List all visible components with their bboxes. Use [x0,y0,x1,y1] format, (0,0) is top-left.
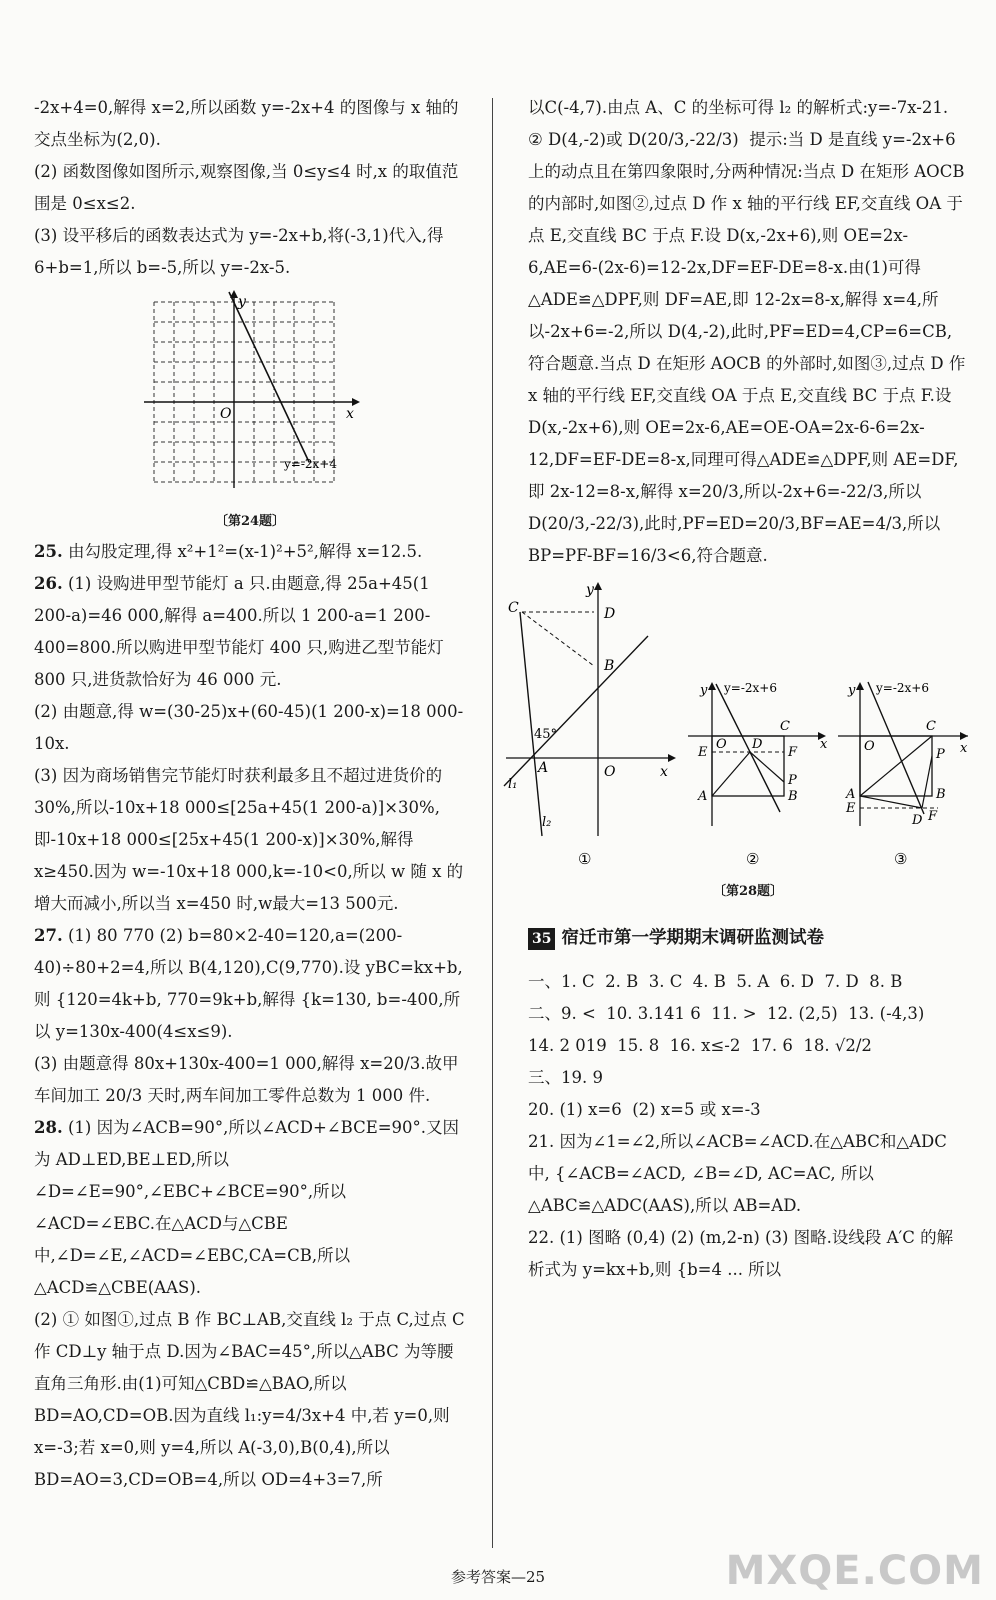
paragraph: -2x+4=0,解得 x=2,所以函数 y=-2x+4 的图像与 x 轴的交点坐标为(2,0). [34,98,459,149]
section-title-text: 宿迁市第一学期期末调研监测试卷 [561,928,824,948]
answer-line: 二、9. < 10. 3.141 6 11. > 12. (2,5) 13. (-4,3) [528,1004,925,1023]
question-27 [34,920,466,1048]
point-label-c: C [780,719,790,734]
section-title [528,920,968,956]
axis-label-x: x [960,741,968,756]
axis-label-x: x [346,406,354,422]
answer-line: 一、1. C 2. B 3. C 4. B 5. A 6. D 7. D 8. B [528,972,903,991]
watermark: MXQE.COM [725,1548,984,1594]
paragraph: ② D(4,-2)或 D(20/3,-22/3) 提示:当 D 是直线 y=-2x+6 上的动点且在第四象限时,分两种情况:当点 D 在矩形 AOCB 的内部时,如图②,过点 D 作 x 轴的平行线 EF,交直线 OA 于点 E,交直线 BC 于点 F.设 D(x,-2x+6),则 OE=2x-6,AE=6-(2x-6)=12-2x,DF=EF-DE=8-x.由(1)可得△ADE≌△DPF,则 DF=AE,即 12-2x=8-x,解得 x=4,所以-2x+6=-2,所以 D(4,-2),此时,PF=ED=4,CP=6=CB,符合题意.当点 D 在矩形 AOCB 的外部时,如图③,过点 D 作 x 轴的平行线 EF,交直线 OA 于点 E,交直线 BC 于点 F.设 D(x,-2x+6),则 OE=2x-6,AE=OE-OA=2x-6-6=2x-12,DF=EF-DE=8-x,同理可得△ADE≌△DPF,则 AE=DF,即 2x-12=8-x,解得 x=20/3,所以-2x+6=-22/3,所以 D(20/3,-22/3),此时,PF=ED=20/3,BF=AE=4/3,所以 BP=PF-BF=16/3<6,符合题意. [528,130,971,565]
answer-line: 14. 2 019 15. 8 16. x≤-2 17. 6 18. √2/2 [528,1036,872,1055]
axis-label-x: x [660,764,668,780]
axis-label-y: y [238,294,246,310]
axis-label-x: x [820,737,828,752]
line-label-l1: l₁ [508,777,518,792]
question-26 [34,568,466,696]
line-label: y=-2x+6 [876,681,929,695]
point-label-d: D [912,813,923,828]
question-number: 25. [34,542,63,561]
paragraph: (2) ① 如图①,过点 B 作 BC⊥AB,交直线 l₂ 于点 C,过点 C 作 CD⊥y 轴于点 D.因为∠BAC=45°,所以△ABC 为等腰直角三角形.由(1)可知△CBD≌△BAO,所以 BD=AO,CD=OB.因为直线 l₁:y=4/3x+4 中,若 y=0,则 x=-3;若 x=0,则 y=4,所以 A(-3,0),B(0,4),所以 BD=AO=3,CD=OB=4,所以 OD=4+3=7,所 [34,1310,470,1489]
question-28 [34,1112,466,1304]
paragraph: (3) 由题意得 80x+130x-400=1 000,解得 x=20/3.故甲车间加工 20/3 天时,两车间加工零件总数为 1 000 件. [34,1054,459,1105]
answer-line: 三、19. 9 [528,1068,603,1087]
line-label: y=-2x+4 [284,457,337,471]
section-number-badge: 35 [528,928,555,950]
point-label-p: P [936,747,945,762]
point-label-b: B [604,658,615,674]
figure-24-caption: 〔第24题〕 [214,514,286,529]
answer-line: 22. (1) 图略 (0,4) (2) (m,2-n) (3) 图略.设线段 A′C 的解析式为 y=kx+b,则 {b=4 ... 所以 [528,1228,954,1279]
column-divider [492,98,493,1548]
answer-text: (1) 设购进甲型节能灯 a 只.由题意,得 25a+45(1 200-a)=46 000,解得 a=400.所以 1 200-a=1 200-400=800.所以购进甲型节能灯 400 只,购进乙型节能灯 800 只,进货款恰好为 46 000 元. [34,574,450,689]
question-number: 28. [34,1118,63,1137]
figure-28-caption: 〔第28题〕 [712,884,784,899]
question-25 [34,536,466,568]
paragraph: 以C(-4,7).由点 A、C 的坐标可得 l₂ 的解析式:y=-7x-21. [528,98,949,117]
answer-line: 20. (1) x=6 (2) x=5 或 x=-3 [528,1100,761,1119]
point-label-b: B [788,789,798,804]
point-label-d: D [752,737,763,752]
point-label-c: C [926,719,936,734]
point-label-b: B [936,787,946,802]
line-label-l2: l₂ [542,815,552,830]
axis-label-y: y [586,582,594,598]
figure-number: ① [578,850,592,868]
axis-label-y: y [848,683,856,698]
paragraph: (2) 函数图像如图所示,观察图像,当 0≤y≤4 时,x 的取值范围是 0≤x≤2. [34,162,459,213]
origin-label: O [220,406,232,422]
point-label-a: A [698,789,708,804]
answer-text: 由勾股定理,得 x²+1²=(x-1)²+5²,解得 x=12.5. [62,542,423,561]
axis-label-y: y [700,683,708,698]
figure-24-graph [34,292,466,506]
angle-label: 45° [534,727,558,742]
left-column [34,92,470,1496]
origin-label: O [864,739,875,754]
paragraph: (3) 设平移后的函数表达式为 y=-2x+b,将(-3,1)代入,得 6+b=1,所以 b=-5,所以 y=-2x-5. [34,226,449,277]
point-label-f: F [928,809,938,824]
point-label-a: A [538,760,549,776]
point-label-d: D [604,606,616,622]
origin-label: O [716,737,727,752]
figure-number: ② [746,850,760,868]
point-label-e: E [698,745,708,760]
paragraph: (2) 由题意,得 w=(30-25)x+(60-45)(1 200-x)=18 000-10x. [34,702,464,753]
figure-number: ③ [894,850,908,868]
question-number: 26. [34,574,63,593]
answer-text: (1) 因为∠ACB=90°,所以∠ACD+∠BCE=90°.又因为 AD⊥ED,BE⊥ED,所以∠D=∠E=90°,∠EBC+∠BCE=90°,所以∠ACD=∠EBC.在△ACD与△CBE中,∠D=∠E,∠ACD=∠EBC,CA=CB,所以△ACD≌△CBE(AAS). [34,1118,460,1297]
line-label: y=-2x+6 [724,681,777,695]
point-label-p: P [788,773,797,788]
figure-28-diagrams [508,582,968,876]
paragraph: (3) 因为商场销售完节能灯时获利最多且不超过进货价的 30%,所以-10x+18 000≤[25a+45(1 200-a)]×30%,即-10x+18 000≤[25x+45(1 200-x)]×30%,解得 x≥450.因为 w=-10x+18 000,k=-10<0,所以 w 随 x 的增大而减小,所以当 x=450 时,w最大=13 500元. [34,766,464,913]
origin-label: O [604,764,616,780]
point-label-f: F [788,745,798,760]
answer-text: (1) 80 770 (2) b=80×2-40=120,a=(200-40)÷80+2=4,所以 B(4,120),C(9,770).设 yBC=kx+b,则 {120=4k+b, 770=9k+b,解得 {k=130, b=-400,所以 y=130x-400(4≤x≤9). [34,926,463,1041]
figure-28-3 [838,681,968,868]
question-number: 27. [34,926,63,945]
right-column [508,92,971,1286]
figure-28-2 [688,681,828,868]
point-label-c: C [508,600,519,616]
figure-28-1 [504,582,676,868]
point-label-a: A [846,787,856,802]
answer-line: 21. 因为∠1=∠2,所以∠ACB=∠ACD.在△ABC和△ADC中, {∠ACB=∠ACD, ∠B=∠D, AC=AC, 所以△ABC≌△ADC(AAS),所以 AB=AD. [528,1132,947,1215]
page-footer: 参考答案—25 [450,1568,546,1586]
point-label-e: E [846,801,856,816]
